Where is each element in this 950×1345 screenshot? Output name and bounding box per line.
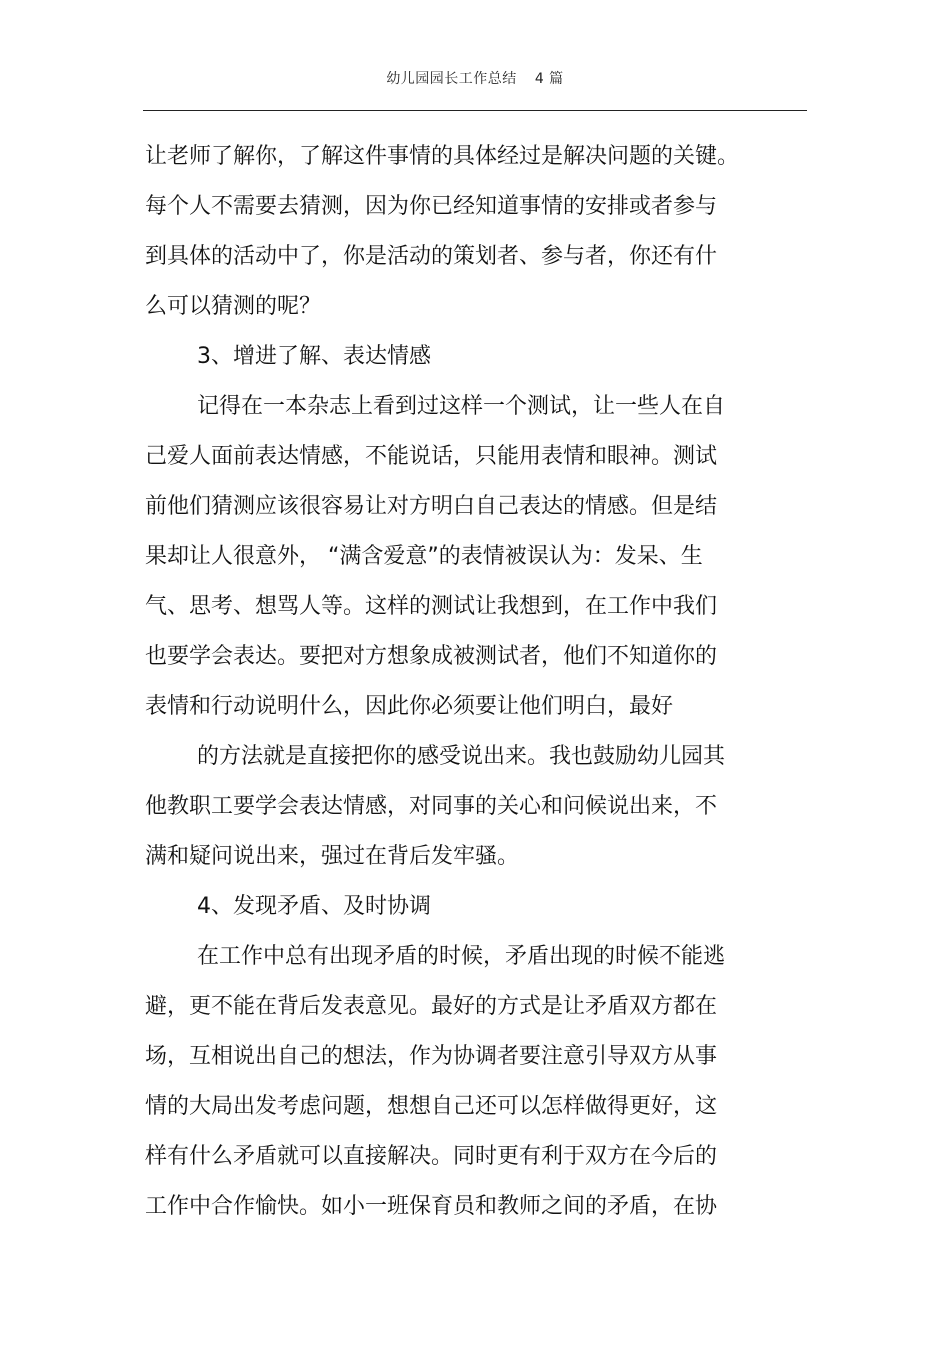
section-heading: 4、发现矛盾、及时协调: [197, 894, 431, 919]
text-line: 在工作中总有出现矛盾的时候，矛盾出现的时候不能逃: [197, 944, 726, 969]
header-count: 4 篇: [534, 71, 564, 87]
header-title: 幼儿园园长工作总结: [386, 71, 517, 87]
text-line: 每个人不需要去猜测，因为你已经知道事情的安排或者参与: [145, 194, 718, 219]
text-line: 让老师了解你，了解这件事情的具体经过是解决问题的关键。: [145, 144, 740, 169]
page-header: [0, 68, 950, 88]
text-line: 到具体的活动中了，你是活动的策划者、参与者，你还有什: [145, 244, 718, 269]
text-line: 也要学会表达。要把对方想象成被测试者，他们不知道你的: [145, 644, 718, 669]
text-line: 避，更不能在背后发表意见。最好的方式是让矛盾双方都在: [145, 994, 718, 1019]
text-line: 情的大局出发考虑问题，想想自己还可以怎样做得更好，这: [145, 1094, 718, 1119]
text-line: 己爱人面前表达情感，不能说话，只能用表情和眼神。测试: [145, 444, 718, 469]
text-line: 前他们猜测应该很容易让对方明白自己表达的情感。但是结: [145, 494, 718, 519]
text-line: 样有什么矛盾就可以直接解决。同时更有利于双方在今后的: [145, 1144, 718, 1169]
text-line: 的方法就是直接把你的感受说出来。我也鼓励幼儿园其: [197, 744, 726, 769]
text-line: 么可以猜测的呢？: [145, 294, 322, 319]
text-line: 工作中合作愉快。如小一班保育员和教师之间的矛盾，在协: [145, 1194, 718, 1219]
text-line: 场，互相说出自己的想法，作为协调者要注意引导双方从事: [145, 1044, 718, 1069]
header-divider: [143, 110, 807, 111]
text-line: 他教职工要学会表达情感，对同事的关心和问候说出来，不: [145, 794, 718, 819]
text-line: 气、思考、想骂人等。这样的测试让我想到，在工作中我们: [145, 594, 718, 619]
text-line: 果却让人很意外， “满含爱意”的表情被误认为：发呆、生: [145, 544, 703, 569]
text-line: 表情和行动说明什么，因此你必须要让他们明白，最好: [145, 694, 674, 719]
text-line: 记得在一本杂志上看到过这样一个测试，让一些人在自: [197, 394, 726, 419]
section-heading: 3、增进了解、表达情感: [197, 344, 431, 369]
text-line: 满和疑问说出来，强过在背后发牢骚。: [145, 844, 520, 869]
